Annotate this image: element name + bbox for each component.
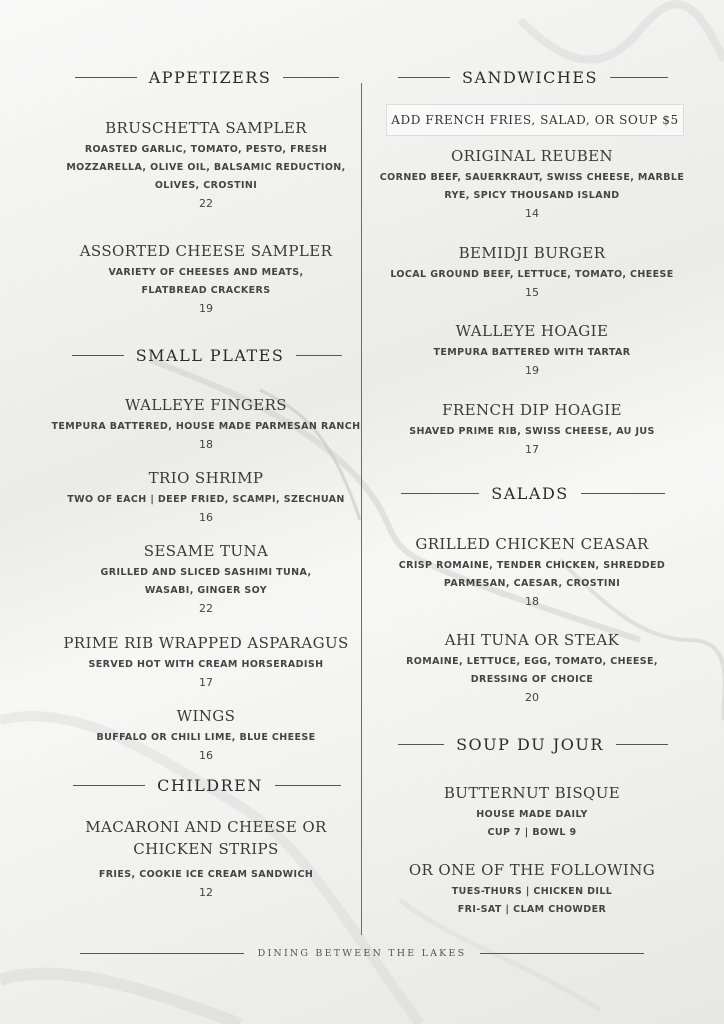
footer-rule xyxy=(480,953,644,954)
item-desc: OLIVES, CROSTINI xyxy=(154,180,258,191)
item-price: 17 xyxy=(199,676,213,689)
item-desc: TEMPURA BATTERED, HOUSE MADE PARMESAN RANCH xyxy=(51,421,361,432)
item-desc: WASABI, GINGER SOY xyxy=(144,585,268,596)
header-rule xyxy=(616,744,668,745)
menu-item xyxy=(40,540,372,618)
menu-item xyxy=(378,399,686,459)
item-name: ORIGINAL REUBEN xyxy=(450,147,614,165)
item-price: 19 xyxy=(525,364,539,377)
soup-title: SOUP DU JOUR xyxy=(456,735,604,754)
salads-title: SALADS xyxy=(491,484,569,503)
item-name: TRIO SHRIMP xyxy=(148,469,264,487)
children-header xyxy=(76,776,338,795)
item-name: BUTTERNUT BISQUE xyxy=(443,784,621,802)
menu-item xyxy=(378,859,686,919)
item-desc: FRIES, COOKIE ICE CREAM SANDWICH xyxy=(98,869,314,880)
item-price: 12 xyxy=(199,886,213,899)
item-desc: FRI-SAT | CLAM CHOWDER xyxy=(457,904,607,915)
item-price: 14 xyxy=(525,207,539,220)
item-name: WALLEYE HOAGIE xyxy=(455,322,609,340)
header-rule xyxy=(275,785,341,786)
item-desc: LOCAL GROUND BEEF, LETTUCE, TOMATO, CHEESE xyxy=(390,269,674,280)
item-price: 17 xyxy=(525,443,539,456)
footer-tagline: DINING BETWEEN THE LAKES xyxy=(257,948,467,959)
children-title: CHILDREN xyxy=(157,776,263,795)
menu-item xyxy=(40,467,372,527)
item-desc: CUP 7 | BOWL 9 xyxy=(487,827,577,838)
menu-item xyxy=(40,632,372,692)
item-desc: RYE, SPICY THOUSAND ISLAND xyxy=(444,190,620,201)
item-name: AHI TUNA OR STEAK xyxy=(444,631,620,649)
menu-item xyxy=(40,240,372,318)
menu-item xyxy=(40,816,372,902)
menu-item xyxy=(378,629,686,707)
item-desc: ROASTED GARLIC, TOMATO, PESTO, FRESH xyxy=(84,144,328,155)
menu-item xyxy=(378,782,686,842)
item-desc: SERVED HOT WITH CREAM HORSERADISH xyxy=(88,659,324,670)
footer-rule xyxy=(80,953,244,954)
item-desc: MOZZARELLA, OLIVE OIL, BALSAMIC REDUCTION, xyxy=(66,162,346,173)
item-desc: SHAVED PRIME RIB, SWISS CHEESE, AU JUS xyxy=(409,426,655,437)
item-name: WALLEYE FINGERS xyxy=(125,396,287,414)
item-desc: TWO OF EACH | DEEP FRIED, SCAMPI, SZECHUAN xyxy=(67,494,345,505)
item-price: 18 xyxy=(525,595,539,608)
footer xyxy=(80,948,644,959)
item-desc: TEMPURA BATTERED WITH TARTAR xyxy=(433,347,631,358)
soup-header xyxy=(402,735,664,754)
item-desc: VARIETY OF CHEESES AND MEATS, xyxy=(108,267,304,278)
menu-item xyxy=(40,394,372,454)
menu-item xyxy=(40,117,372,213)
menu-item xyxy=(378,242,686,302)
sandwich-addon-note: ADD FRENCH FRIES, SALAD, OR SOUP $5 xyxy=(386,104,684,136)
item-desc: DRESSING OF CHOICE xyxy=(470,674,594,685)
item-name: BEMIDJI BURGER xyxy=(458,244,606,262)
item-name: BRUSCHETTA SAMPLER xyxy=(105,119,307,137)
item-price: 20 xyxy=(525,691,539,704)
menu-item xyxy=(378,320,686,380)
header-rule xyxy=(75,77,137,78)
item-name: WINGS xyxy=(176,707,236,725)
item-name: OR ONE OF THE FOLLOWING xyxy=(408,861,656,879)
item-name: GRILLED CHICKEN CEASAR xyxy=(415,535,649,553)
appetizers-header xyxy=(76,68,338,87)
item-price: 22 xyxy=(199,602,213,615)
header-rule xyxy=(401,493,479,494)
item-name: PRIME RIB WRAPPED ASPARAGUS xyxy=(63,634,349,652)
small-plates-header xyxy=(76,346,338,365)
item-price: 18 xyxy=(199,438,213,451)
item-desc: CRISP ROMAINE, TENDER CHICKEN, SHREDDED xyxy=(398,560,666,571)
item-desc: FLATBREAD CRACKERS xyxy=(141,285,271,296)
header-rule xyxy=(283,77,339,78)
item-name: MACARONI AND CHEESE OR xyxy=(85,818,327,836)
item-desc: ROMAINE, LETTUCE, EGG, TOMATO, CHEESE, xyxy=(406,656,658,667)
header-rule xyxy=(581,493,665,494)
salads-header xyxy=(402,484,664,503)
item-desc: GRILLED AND SLICED SASHIMI TUNA, xyxy=(100,567,312,578)
header-rule xyxy=(296,355,342,356)
menu-item xyxy=(378,533,686,611)
header-rule xyxy=(72,355,124,356)
item-name: ASSORTED CHEESE SAMPLER xyxy=(79,242,333,260)
item-desc: BUFFALO OR CHILI LIME, BLUE CHEESE xyxy=(96,732,316,743)
item-price: 16 xyxy=(199,749,213,762)
item-price: 22 xyxy=(199,197,213,210)
header-rule xyxy=(398,77,450,78)
header-rule xyxy=(73,785,145,786)
small-plates-title: SMALL PLATES xyxy=(135,346,285,365)
item-name: CHICKEN STRIPS xyxy=(133,840,279,858)
item-desc: CORNED BEEF, SAUERKRAUT, SWISS CHEESE, MARBLE xyxy=(379,172,685,183)
menu-item xyxy=(378,145,686,223)
item-name: FRENCH DIP HOAGIE xyxy=(442,401,622,419)
sandwiches-title: SANDWICHES xyxy=(462,68,598,87)
sandwiches-header xyxy=(402,68,664,87)
header-rule xyxy=(398,744,444,745)
item-name: SESAME TUNA xyxy=(143,542,269,560)
item-price: 19 xyxy=(199,302,213,315)
item-desc: PARMESAN, CAESAR, CROSTINI xyxy=(443,578,621,589)
item-price: 16 xyxy=(199,511,213,524)
header-rule xyxy=(610,77,668,78)
item-price: 15 xyxy=(525,286,539,299)
menu-item xyxy=(40,705,372,765)
appetizers-title: APPETIZERS xyxy=(148,68,272,87)
item-desc: HOUSE MADE DAILY xyxy=(476,809,588,820)
item-desc: TUES-THURS | CHICKEN DILL xyxy=(451,886,613,897)
